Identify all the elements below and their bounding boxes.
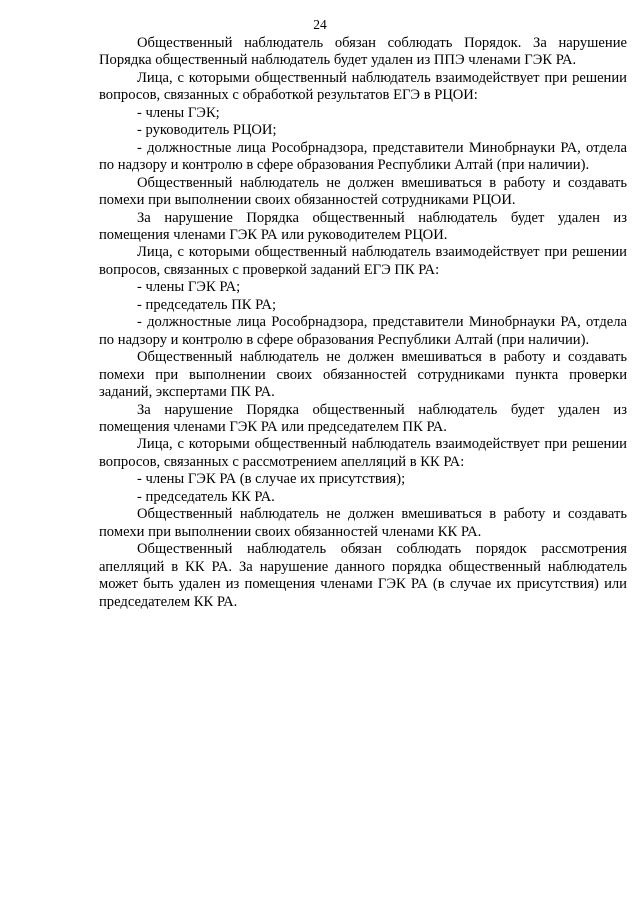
paragraph: За нарушение Порядка общественный наблюдатель будет удален из помещения членами ГЭК РА или председателем ПК РА.: [99, 401, 627, 435]
paragraph: Общественный наблюдатель обязан соблюдать Порядок. За нарушение Порядка общественный наблюдатель будет удален из ППЭ членами ГЭК РА.: [99, 35, 627, 69]
paragraph: Общественный наблюдатель обязан соблюдать порядок рассмотрения апелляций в КК РА. За нарушение данного порядка общественный наблюдатель может быть удален из помещения членами ГЭК РА (в случае их присутствия) или председателем КК РА.: [99, 541, 627, 610]
paragraph: Общественный наблюдатель не должен вмешиваться в работу и создавать помехи при выполнении своих обязанностей членами КК РА.: [99, 506, 627, 540]
list-item: - должностные лица Рособрнадзора, представители Минобрнауки РА, отдела по надзору и контролю в сфере образования Республики Алтай (при наличии).: [99, 314, 627, 348]
paragraph: Общественный наблюдатель не должен вмешиваться в работу и создавать помехи при выполнении своих обязанностей сотрудниками пункта проверки заданий, экспертами ПК РА.: [99, 349, 627, 401]
list-item: - руководитель РЦОИ;: [137, 122, 277, 139]
list-item: - председатель ПК РА;: [137, 296, 276, 313]
paragraph: Лица, с которыми общественный наблюдатель взаимодействует при решении вопросов, связанных с проверкой заданий ЕГЭ ПК РА:: [99, 244, 627, 278]
paragraph: Лица, с которыми общественный наблюдатель взаимодействует при решении вопросов, связанных с рассмотрением апелляций в КК РА:: [99, 436, 627, 470]
page-number: 24: [313, 17, 327, 32]
list-item: - члены ГЭК;: [137, 104, 220, 121]
paragraph: Лица, с которыми общественный наблюдатель взаимодействует при решении вопросов, связанных с обработкой результатов ЕГЭ в РЦОИ:: [99, 69, 627, 104]
list-item: - члены ГЭК РА (в случае их присутствия);: [137, 471, 406, 488]
paragraph: За нарушение Порядка общественный наблюдатель будет удален из помещения членами ГЭК РА или руководителем РЦОИ.: [99, 209, 627, 243]
paragraph: Общественный наблюдатель не должен вмешиваться в работу и создавать помехи при выполнении своих обязанностей сотрудниками РЦОИ.: [99, 174, 627, 209]
document-body: [99, 35, 627, 611]
list-item: - председатель КК РА.: [137, 488, 275, 505]
list-item: - члены ГЭК РА;: [137, 279, 241, 296]
list-item: - должностные лица Рособрнадзора, представители Минобрнауки РА, отдела по надзору и контролю в сфере образования Республики Алтай (при наличии).: [99, 139, 627, 174]
